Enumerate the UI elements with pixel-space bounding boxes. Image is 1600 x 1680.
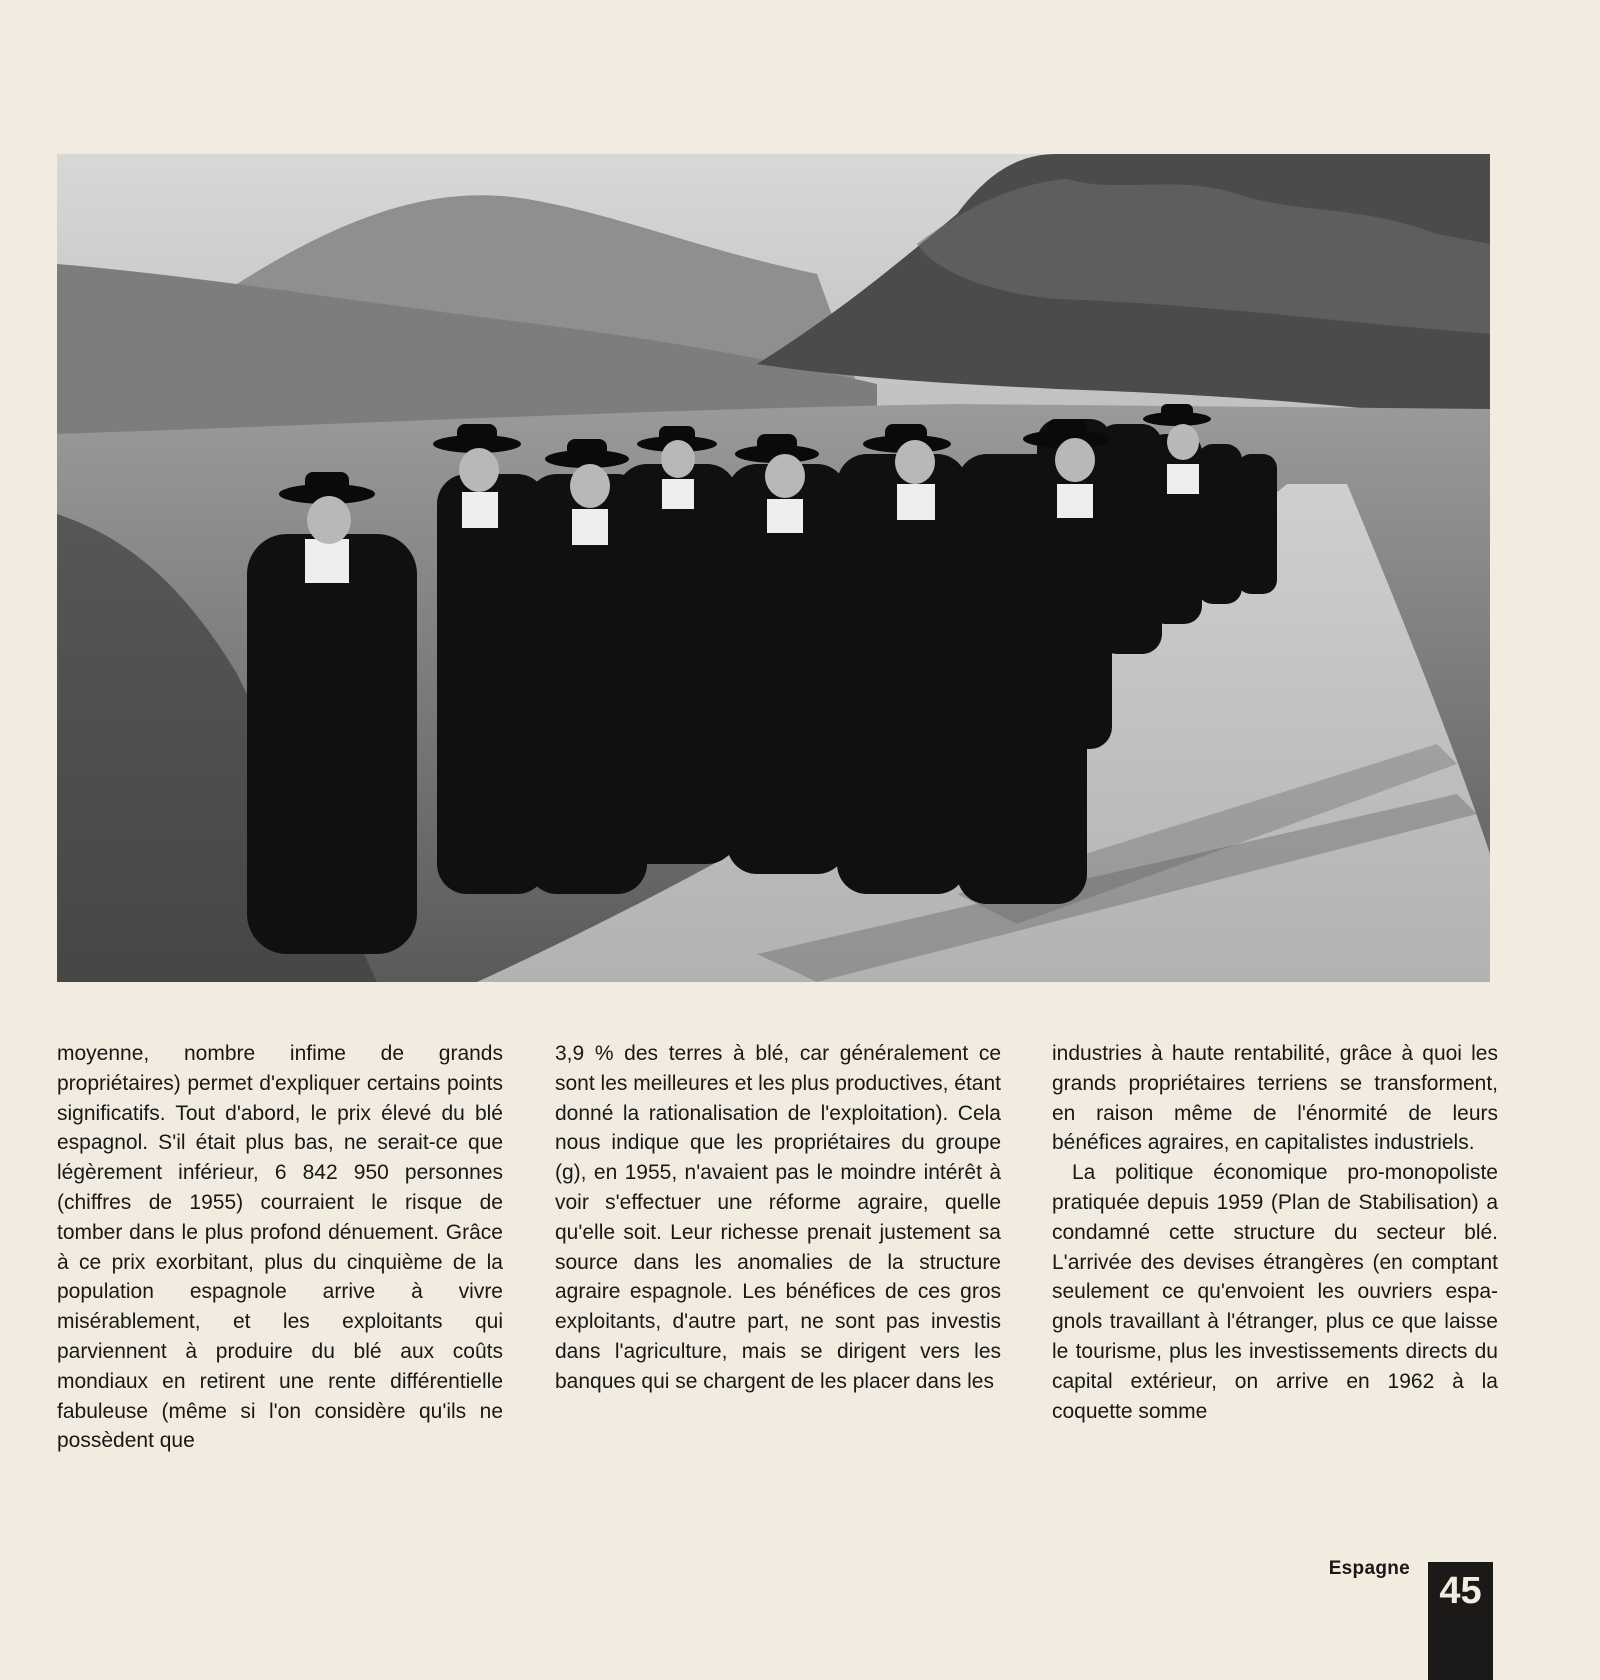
text-column-1: [57, 1039, 503, 1489]
column-3-paragraph-2: La politique économique pro-monopoliste pratiquée depuis 1959 (Plan de Stabilisation) a condamné cette structure du secteur blé. L'arrivée des devises étrangères (en comptant seulement ce qu'envoient les ouvriers espagnols travaillant à l'étranger, plus ce que laisse le tourisme, plus les investissements directs du capital extérieur, on arrive en 1962 à la coquette somme: [1052, 1161, 1498, 1423]
column-1-paragraph: moyenne, nombre infime de grands propriétaires) permet d'expliquer certains points significatifs. Tout d'abord, le prix élevé du blé espagnol. S'il était plus bas, ne serait-ce que légèrement inférieur, 6 842 950 personnes (chiffres de 1955) courraient le risque de tomber dans le plus profond dénuement. Grâce à ce prix exorbitant, plus du cinquième de la population espagnole arrive à vivre misérablement, et les exploitants qui parviennent à produire du blé aux coûts mondiaux en retirent une rente différentielle fabuleuse (même si l'on considère qu'ils ne possèdent que: [57, 1042, 503, 1453]
seminarians-walking-road-icon: [57, 154, 1490, 982]
photograph: [57, 154, 1490, 982]
text-column-3: [1052, 1039, 1498, 1489]
page-number-tab: [1428, 1562, 1493, 1680]
running-footer-section: Espagne: [1328, 1558, 1410, 1579]
column-2-paragraph: 3,9 % des terres à blé, car généralement ce sont les meilleures et les plus productives, étant donné la rationalisation de l'exploitation). Cela nous indique que les propriétaires du groupe (g), en 1955, n'avaient pas le moindre intérêt à voir s'effectuer une réforme agraire, quelle qu'elle soit. Leur richesse prenait justement sa source dans les anomalies de la structure agraire espagnole. Les bénéfices de ces gros exploitants, d'autre part, ne sont pas investis dans l'agriculture, mais se dirigent vers les banques qui se chargent de les placer dans les: [555, 1042, 1001, 1393]
text-column-2: [555, 1039, 1001, 1489]
column-3-paragraph-1: industries à haute rentabilité, grâce à quoi les grands propriétaires terriens se transforment, en raison même de l'énormité de leurs bénéfices agraires, en capitalistes industriels.: [1052, 1042, 1498, 1155]
page-number: 45: [1439, 1570, 1482, 1612]
